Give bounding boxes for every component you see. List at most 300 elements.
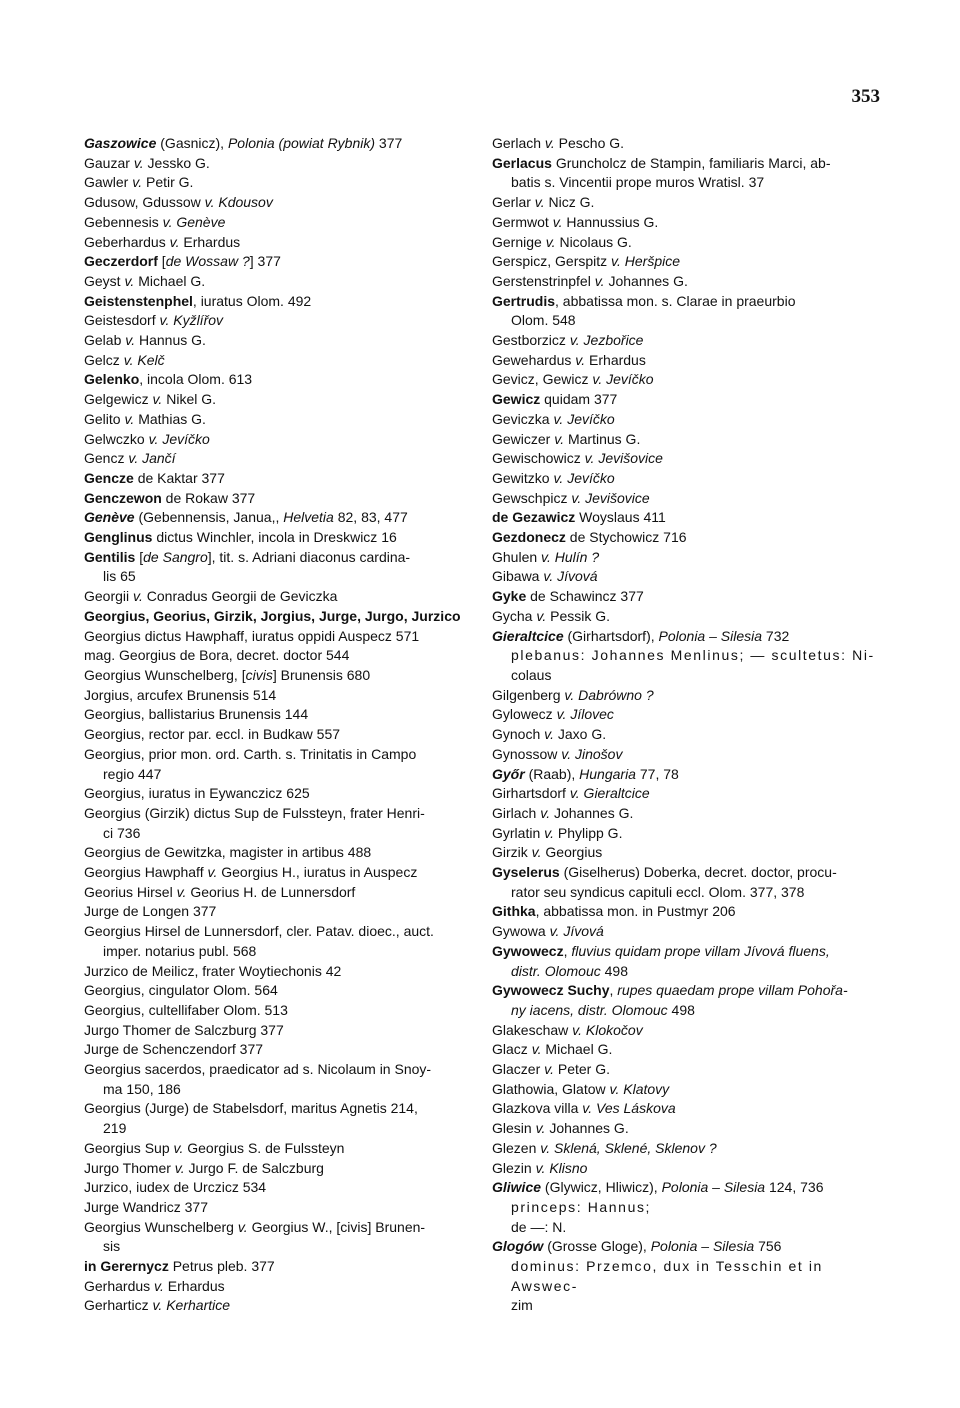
index-entry [492,902,882,922]
entry-text: v. Kelč [123,351,165,368]
entry-text: (Giselherus) Doberka, decret. doctor, procu- [559,864,837,881]
index-entry [492,804,882,824]
index-entry [84,607,474,627]
page-number: 353 [851,86,880,107]
index-entry [84,1159,474,1179]
entry-continuation [84,824,474,844]
entry-continuation [492,1001,882,1021]
entry-text: ] Brunensis 680 [272,666,371,683]
index-entry [84,1198,474,1218]
index-entry [492,765,882,785]
entry-text: , [609,982,618,999]
entry-text: Georgius (Jurge) de Stabelsdorf, maritus Agnetis 214, [84,1100,418,1117]
entry-text: 377 [375,135,403,151]
entry-text: (Grosse Gloge), [543,1238,651,1255]
entry-text: quidam 377 [540,391,618,408]
entry-text: [ [135,548,144,565]
index-entry [492,843,882,863]
index-entry [84,508,474,528]
index-entry [84,1296,474,1316]
entry-continuation [492,1198,882,1218]
entry-text: Conradus Georgii de Geviczka [142,588,338,605]
entry-text: Geberhardus [84,233,170,250]
entry-text: v. Jezbořice [569,332,644,349]
index-entry [84,646,474,666]
index-entry [492,1178,882,1237]
index-entry [492,548,882,568]
entry-text: v. Ves Láskova [582,1100,676,1117]
entry-continuation [84,765,474,785]
entry-text: de —: N. [511,1218,567,1235]
entry-text: v. [534,194,545,211]
index-entry [84,981,474,1001]
entry-text: Georgius, cultellifaber Olom. 513 [84,1001,288,1018]
entry-text: Githka [492,903,536,920]
entry-text: v. [154,1277,164,1294]
entry-text: v. [575,351,586,368]
entry-continuation [492,1257,882,1296]
entry-text: Woyslaus 411 [575,509,666,526]
index-entry [492,567,882,587]
entry-text: Georgii [84,588,134,605]
index-entry [84,804,474,843]
index-entry [84,449,474,469]
entry-text: ma 150, 186 [103,1080,181,1097]
entry-text: (Gasnicz), [156,135,228,151]
entry-text: v. Jílovec [556,706,614,723]
entry-text: Polonia (powiat Rybnik) [227,135,376,151]
entry-text: v. [544,1061,554,1078]
entry-text: Georgius (Girzik) dictus Sup de Fulssteyn, frater Henri- [84,804,425,821]
entry-text: de Gezawicz [492,509,576,526]
entry-text: v. Jevíčko [553,469,615,486]
entry-text: Gilgenberg [492,686,565,703]
entry-text: Gelcz [84,351,124,368]
entry-text: v. Jančí [128,450,176,467]
entry-text: (Girhartsdorf), [563,627,659,644]
entry-text: dominus: Przemco, dux in Tesschin et in Awswec- [511,1258,823,1294]
index-entry [84,351,474,371]
index-entry [84,252,474,272]
entry-text: Glezen [492,1139,541,1156]
entry-text: (Gebennensis, Janua,, [134,509,284,526]
index-entry [84,370,474,390]
entry-text: Gdusow, Gdussow [84,194,205,211]
index-entry [492,942,882,981]
entry-text: Gerlach [492,135,545,151]
entry-text: plebanus: Johannes Menlinus; — scultetus: Ni- [511,647,875,664]
entry-text: Gernige [492,233,546,250]
entry-text: v. [554,430,565,447]
entry-text: Georgius dictus Hawphaff, iuratus oppidi Auspecz 571 [84,627,420,644]
index-entry [492,1060,882,1080]
index-entry [84,725,474,745]
entry-continuation [492,962,882,982]
entry-text: v. [544,824,554,841]
entry-text: Georgius, cingulator Olom. 564 [84,982,278,999]
index-entry [84,627,474,647]
index-entry [492,1080,882,1100]
index-entry [492,1099,882,1119]
entry-continuation [84,1080,474,1100]
entry-text: Gewschpicz [492,489,572,506]
entry-text: Genczewon [84,489,162,506]
entry-text: Erhardus [585,351,646,368]
index-entry [84,1257,474,1277]
entry-text: v. [169,233,180,250]
index-entry [492,233,882,253]
entry-text: Gelgewicz [84,391,153,408]
entry-text: v. Sklená, Sklené, Sklenov ? [540,1139,717,1156]
entry-text: Gywowa [492,923,550,940]
entry-text: Gelwczko [84,430,149,447]
entry-text: civis [245,666,273,683]
index-entry [84,745,474,784]
entry-text: Nicz G. [544,194,595,211]
entry-text: , abbatissa mon. in Pustmyr 206 [535,903,736,920]
entry-text: Nikel G. [162,391,217,408]
index-entry [84,1040,474,1060]
entry-text: Johannes G. [604,272,688,289]
entry-text: v. [174,1159,185,1176]
entry-text: Gerlar [492,194,535,211]
entry-text: v. Kerhartice [152,1297,231,1314]
index-entry [84,922,474,961]
index-entry [84,311,474,331]
entry-text: rupes quaedam prope villam Pohořa- [617,982,848,999]
index-entry [84,784,474,804]
index-entry [84,1099,474,1138]
entry-text: Geviczka [492,410,554,427]
entry-text: Georgius Hirsel de Lunnersdorf, cler. Patav. dioec., auct. [84,923,434,940]
entry-text: v. Jevišovice [571,489,650,506]
index-entry [492,134,882,154]
entry-text: v. Genève [162,213,226,230]
entry-text: Hannussius G. [562,213,659,230]
entry-text: v. Jevišovice [584,450,663,467]
entry-text: Georgius, rector par. eccl. in Budkaw 557 [84,726,341,743]
index-entry [84,863,474,883]
entry-text: v. [132,174,143,191]
entry-text: fluvius quidam prope villam Jívová fluens, [571,942,830,959]
entry-continuation [492,666,882,686]
index-entry [84,1178,474,1198]
index-entry [84,272,474,292]
entry-text: Gaszowice [84,135,157,151]
entry-text: Jurgo Thomer [84,1159,175,1176]
index-entry [492,1021,882,1041]
entry-text: Michael G. [541,1041,613,1058]
entry-continuation [492,1296,882,1316]
entry-text: Gynossow [492,745,562,762]
entry-text: v. [124,272,135,289]
entry-continuation [84,1119,474,1139]
entry-text: [ [157,253,166,270]
index-entry [492,351,882,371]
index-entry [492,528,882,548]
entry-text: Gebennesis [84,213,163,230]
entry-text: Gerspicz, Gerspitz [492,253,612,270]
entry-text: Georgius de Gewitzka, magister in artibus 488 [84,844,372,861]
entry-text: Glesin [492,1120,536,1137]
entry-text: Gelab [84,332,126,349]
entry-text: Ghulen [492,548,542,565]
entry-text: Georius Hirsel [84,883,177,900]
index-entry [492,863,882,902]
entry-continuation [492,1218,882,1238]
index-entry [84,902,474,922]
index-entry [492,1040,882,1060]
index-entry [84,666,474,686]
entry-text: v. [176,883,187,900]
entry-text: Pessik G. [546,607,611,624]
entry-text: 498 [600,962,628,979]
entry-continuation [492,173,882,193]
index-entry [84,1277,474,1297]
entry-text: v. [125,332,136,349]
index-entry [84,1021,474,1041]
entry-text: Georgius Hawphaff [84,864,208,881]
entry-continuation [492,311,882,331]
index-entry [492,607,882,627]
index-entry [492,627,882,686]
index-entry [492,489,882,509]
index-entry [492,824,882,844]
index-entry [492,686,882,706]
entry-text: de Stychowicz 716 [565,529,687,546]
index-entry [492,469,882,489]
entry-text: v. [173,1139,184,1156]
entry-text: ny iacens, distr. Olomouc [511,1001,668,1018]
entry-text: Gywowecz Suchy [492,982,610,999]
entry-text: Gauzar [84,154,134,171]
entry-text: v. [124,410,135,427]
entry-text: 82, 83, 477 [333,509,408,526]
entry-text: Glazkova villa [492,1100,583,1117]
entry-text: Jurge de Longen 377 [84,903,217,920]
entry-text: (Glywicz, Hliwicz), [541,1179,662,1196]
entry-text: Gliwice [492,1179,542,1196]
index-column-left [84,134,474,1316]
entry-text: Jurzico, iudex de Urczicz 534 [84,1179,267,1196]
index-entry [492,1119,882,1139]
entry-text: Mathias G. [134,410,206,427]
index-entry [492,1237,882,1316]
index-entry [84,430,474,450]
entry-text: dictus Winchler, incola in Dreskwicz 16 [152,529,397,546]
entry-text: , [563,942,572,959]
entry-text: v. [544,726,554,743]
entry-text: Gerlacus [492,154,552,171]
entry-text: de Sangro [143,548,208,565]
entry-text: Győr [492,765,525,782]
entry-text: v. Jívová [543,568,598,585]
entry-text: Georgius S. de Fulssteyn [183,1139,345,1156]
entry-text: Glezin [492,1159,536,1176]
entry-continuation [492,646,882,666]
index-entry [84,193,474,213]
entry-text: ci 736 [103,824,141,841]
entry-text: v. Kyžlířov [159,312,224,329]
entry-text: Petir G. [142,174,194,191]
entry-text: v. [531,1041,542,1058]
entry-text: Gelenko [84,371,140,388]
entry-text: v. Klatovy [609,1080,670,1097]
index-column-right [492,134,882,1316]
index-entry [84,548,474,587]
entry-text: v. Jinošov [561,745,623,762]
entry-text: Pescho G. [554,135,625,151]
entry-text: Gylowecz [492,706,557,723]
index-entry [84,705,474,725]
entry-text: v. Jevíčko [148,430,210,447]
entry-text: Gyrlatin [492,824,545,841]
entry-text: Gertrudis [492,292,556,309]
entry-text: v. [545,233,556,250]
entry-text: Gerharticz [84,1297,153,1314]
entry-text: Gruncholcz de Stampin, familiaris Marci, ab- [551,154,831,171]
index-entry [492,213,882,233]
index-entry [84,1060,474,1099]
entry-text: Georgius, ballistarius Brunensis 144 [84,706,309,723]
entry-text: Gewehardus [492,351,576,368]
entry-text: Olom. 548 [511,312,576,329]
entry-text: 498 [667,1001,695,1018]
entry-text: 124, 736 [765,1179,824,1196]
entry-text: Gencze [84,469,134,486]
entry-text: Peter G. [553,1061,611,1078]
index-entry [84,962,474,982]
entry-text: Johannes G. [550,804,634,821]
index-entry [492,292,882,331]
index-entry [492,331,882,351]
entry-text: v. Hulín ? [541,548,600,565]
entry-text: v. [552,213,563,230]
index-entry [84,292,474,312]
entry-text: Gawler [84,174,133,191]
entry-text: Martinus G. [564,430,641,447]
index-entry [84,1139,474,1159]
entry-text: rator seu syndicus capituli eccl. Olom. 377, 378 [511,883,805,900]
index-entry [492,272,882,292]
entry-text: Gewischowicz [492,450,585,467]
entry-text: Jurgo Thomer de Salczburg 377 [84,1021,284,1038]
entry-text: Germwot [492,213,553,230]
entry-text: v. Jívová [549,923,604,940]
index-entry [84,1218,474,1257]
entry-continuation [492,883,882,903]
entry-text: ], tit. s. Adriani diaconus cardina- [207,548,411,565]
entry-text: Erhardus [163,1277,225,1294]
entry-text: Georgius W., [civis] Brunen- [247,1218,426,1235]
entry-text: v. [535,1120,546,1137]
entry-text: Girzik [492,844,532,861]
entry-text: Girhartsdorf [492,785,570,802]
entry-text: zim [511,1297,533,1314]
entry-text: distr. Olomouc [511,962,601,979]
entry-text: 77, 78 [635,765,679,782]
entry-text: v. [207,864,218,881]
entry-text: Gycha [492,607,537,624]
entry-text: v. [531,844,542,861]
entry-text: Jessko G. [143,154,210,171]
entry-text: Helvetia [283,509,334,526]
entry-text: v. [133,154,144,171]
entry-text: Gelito [84,410,125,427]
entry-text: Hungaria [579,765,636,782]
entry-text: Glacz [492,1041,532,1058]
entry-text: Gerstenstrinpfel [492,272,595,289]
index-entry [492,981,882,1020]
index-entry [492,252,882,272]
entry-text: Georgius [541,844,603,861]
entry-text: Georgius Wunschelberg, [ [84,666,246,683]
entry-text: sis [103,1238,121,1255]
entry-text: Gewitzko [492,469,554,486]
entry-text: , iuratus Olom. 492 [192,292,312,309]
index-entry [492,508,882,528]
entry-text: Gibawa [492,568,544,585]
index-entry [84,587,474,607]
entry-text: Glathowia, Glatow [492,1080,610,1097]
index-entry [492,705,882,725]
entry-text: 756 [754,1238,782,1255]
entry-text: Georgius sacerdos, praedicator ad s. Nicolaum in Snoy- [84,1061,432,1078]
entry-text: Geczerdorf [84,253,158,270]
index-entry [84,154,474,174]
entry-text: Georgius Sup [84,1139,174,1156]
entry-text: Georgius, iuratus in Eywanczicz 625 [84,785,310,802]
index-entry [492,193,882,213]
entry-text: de Wossaw ? [165,253,250,270]
entry-text: Nicolaus G. [555,233,632,250]
entry-text: v. [594,272,605,289]
index-entry [84,686,474,706]
index-entry [84,173,474,193]
entry-text: v. Jevíčko [553,410,615,427]
index-entry [84,469,474,489]
index-entry [84,410,474,430]
entry-text: Gevicz, Gewicz [492,371,593,388]
entry-text: v. [544,135,555,151]
entry-text: Georgius, prior mon. ord. Carth. s. Trinitatis in Campo [84,745,417,762]
entry-text: v. [536,607,547,624]
entry-text: v. [540,804,551,821]
index-entry [84,489,474,509]
entry-text: de Schawincz 377 [526,588,644,605]
entry-text: (Raab), [524,765,580,782]
entry-text: 732 [762,627,790,644]
entry-continuation [84,942,474,962]
entry-text: de Rokaw 377 [161,489,256,506]
entry-text: colaus [511,666,552,683]
entry-text: v. Gieraltcice [569,785,650,802]
entry-text: de Kaktar 377 [133,469,225,486]
entry-text: princeps: Hannus; [511,1198,652,1215]
index-entry [492,725,882,745]
entry-text: Gynoch [492,726,545,743]
entry-text: Geistesdorf [84,312,160,329]
entry-text: Gieraltcice [492,627,564,644]
entry-text: Gezdonecz [492,529,566,546]
index-entry [492,154,882,193]
entry-text: Georgius Wunschelberg [84,1218,238,1235]
entry-text: Gentilis [84,548,136,565]
index-entry [84,843,474,863]
entry-text: Jurgo F. de Salczburg [184,1159,324,1176]
entry-text: Jorgius, arcufex Brunensis 514 [84,686,277,703]
entry-text: Hannus G. [135,332,206,349]
